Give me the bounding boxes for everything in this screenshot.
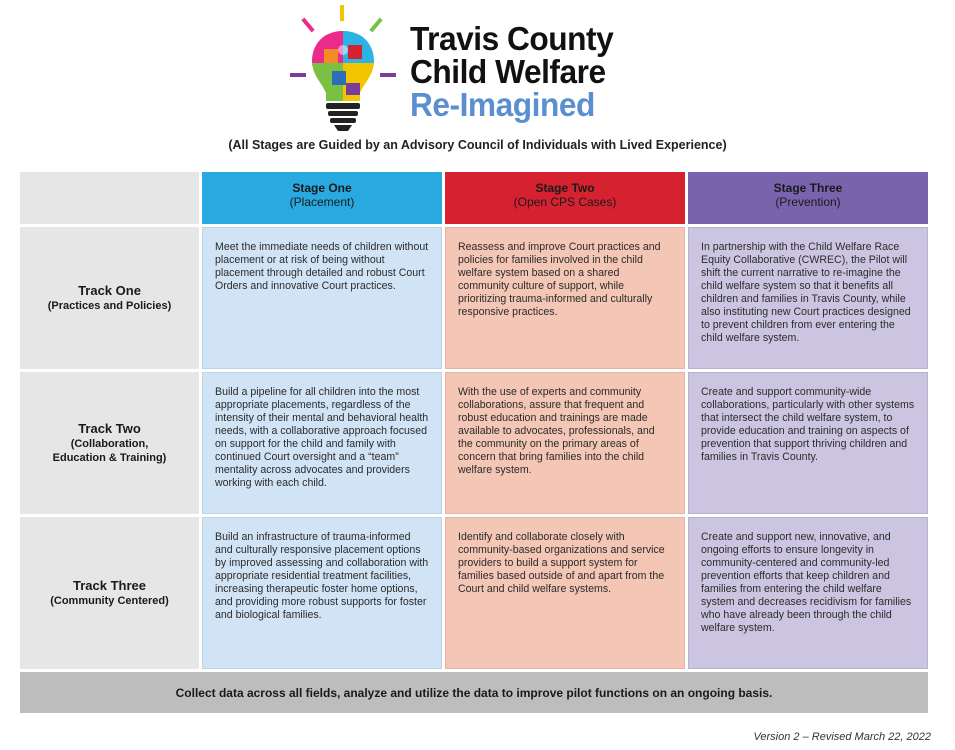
stage-sub: (Placement) (289, 195, 355, 209)
track-three-stage-two-cell: Identify and collaborate closely with community-based organizations and service providers to build a support system for families based outside of and apart from the Court and child welfare systems. (445, 517, 685, 669)
track-three-stage-one-cell: Build an infrastructure of trauma-informed and culturally responsive placement options by improved assessing and collaboration with appropriate residential treatment facilities, increasing therapeutic foster home options, and providing more robust supports for foster and biological families. (202, 517, 442, 669)
track-sub: (Community Centered) (50, 595, 169, 607)
title-line-2: Child Welfare (410, 53, 606, 90)
track-two-stage-one-cell: Build a pipeline for all children into the most appropriate placements, regardless of the intensity of their mental and behavioral health needs, with a collaborative approach focused on support for the child and family with continued Court oversight and a “team” mentality across advocates and providers working with each child. (202, 372, 442, 514)
lightbulb-puzzle-logo (288, 5, 398, 133)
title-line-3: Re-Imagined (410, 86, 595, 123)
stage-sub: (Open CPS Cases) (513, 195, 617, 209)
version-note: Version 2 – Revised March 22, 2022 (753, 731, 931, 743)
track-one-stage-one-cell: Meet the immediate needs of children without placement or at risk of being without placement through detailed and robust Court Orders and innovative Court practices. (202, 227, 442, 369)
title-line-1: Travis County (410, 20, 614, 57)
track-sub: (Practices and Policies) (47, 300, 172, 312)
track-two-stage-three-cell: Create and support community-wide collaborations, particularly with other systems that intersect the child welfare system, to provide education and training on aspects of prevention that support thriving children and families in Travis County. (688, 372, 928, 514)
grid-corner (20, 172, 199, 224)
track-one-stage-three-cell: In partnership with the Child Welfare Race Equity Collaborative (CWREC), the Pilot will shift the current narrative to re-imagine the child welfare system so that it benefits all children and families in Travis County, while also instituting new Court practices designed to prevent children from ever entering the child welfare system. (688, 227, 928, 369)
stage-one-header (202, 172, 442, 224)
stage-name: Stage Three (773, 181, 843, 195)
track-three-header (20, 517, 199, 669)
track-two-header (20, 372, 199, 514)
stage-three-header (688, 172, 928, 224)
header (0, 0, 955, 135)
stage-name: Stage Two (535, 181, 595, 195)
track-name: Track One (78, 283, 141, 298)
track-one-stage-two-cell: Reassess and improve Court practices and policies for families involved in the child welfare system based on a shared community culture of support, while prioritizing trauma-informed and culturally responsive practices. (445, 227, 685, 369)
title-block (410, 22, 670, 121)
track-one-header (20, 227, 199, 369)
track-name: Track Three (73, 578, 146, 593)
track-three-stage-three-cell: Create and support new, innovative, and ongoing efforts to ensure longevity in community-centered and community-led prevention efforts that keep children and families from entering the child welfare system and decreases recidivism for families who have already been through the child welfare system. (688, 517, 928, 669)
track-name: Track Two (78, 421, 141, 436)
stage-name: Stage One (292, 181, 352, 195)
data-collection-banner: Collect data across all fields, analyze and utilize the data to improve pilot functions on an ongoing basis. (20, 672, 928, 713)
subtitle: (All Stages are Guided by an Advisory Council of Individuals with Lived Experience) (228, 138, 727, 152)
stage-two-header (445, 172, 685, 224)
track-sub: (Collaboration, Education & Training) (52, 438, 167, 464)
track-two-stage-two-cell: With the use of experts and community collaborations, assure that frequent and robust education and trainings are made available to advocates, professionals, and the community on the primary areas of concern that bring families into the child welfare system. (445, 372, 685, 514)
stage-sub: (Prevention) (775, 195, 841, 209)
